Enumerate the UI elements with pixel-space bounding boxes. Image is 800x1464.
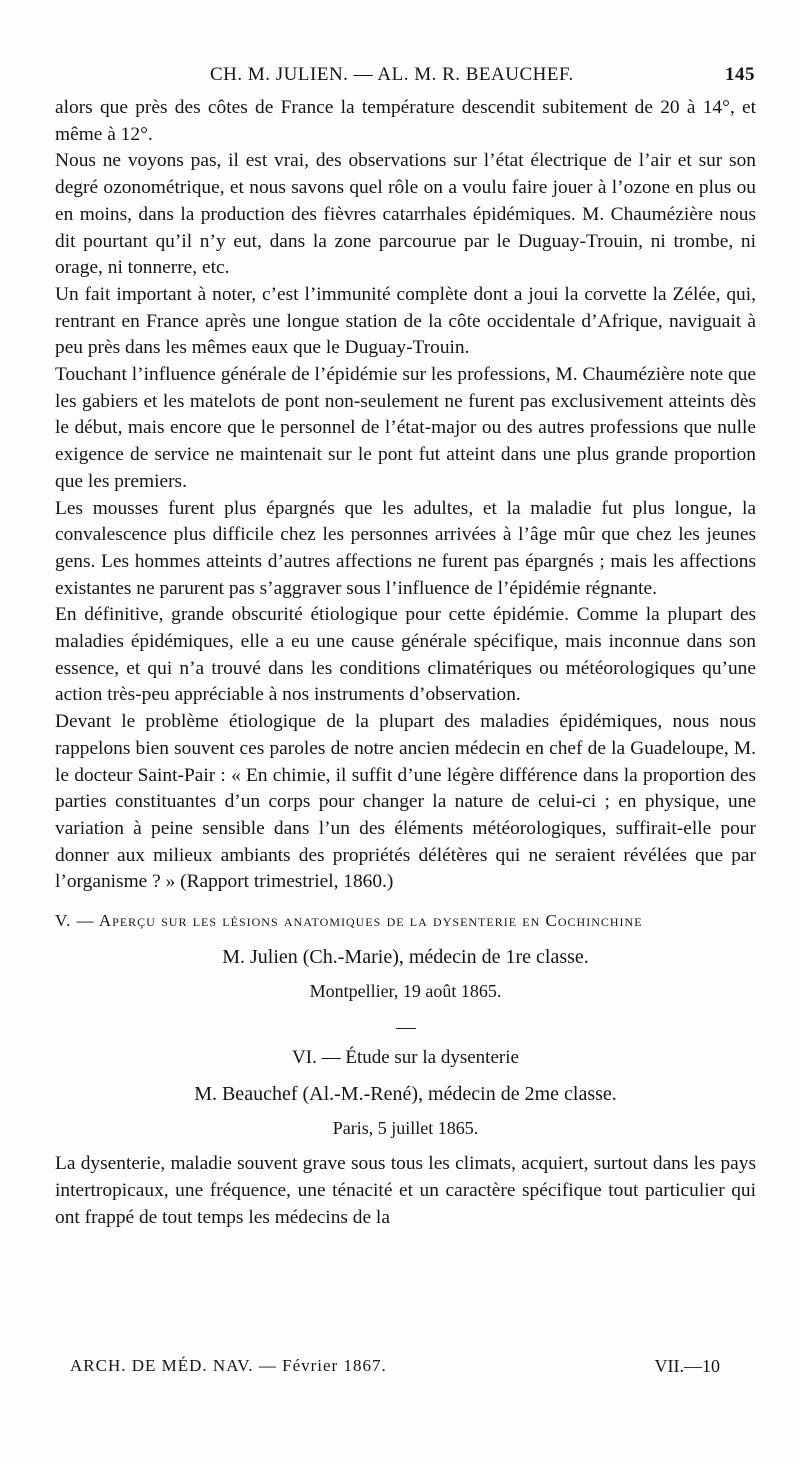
section-5-place-date: Montpellier, 19 août 1865. (309, 981, 502, 1002)
running-header (210, 64, 755, 86)
page-number: 145 (725, 64, 755, 85)
section-5-heading: V. — Aperçu sur les lésions anatomiques de la dysenterie en Cochinchine (55, 911, 643, 931)
section-6-heading: VI. — Étude sur la dysenterie (292, 1047, 519, 1069)
section-6-author: M. Beauchef (Al.-M.-René), médecin de 2me classe. (194, 1083, 617, 1106)
paragraph: Touchant l’influence générale de l’épidémie sur les professions, M. Chaumézière note que les gabiers et les matelots de pont non-seulement ne furent pas exclusivement atteints dès le début, mais encore que le personnel de l’état-major ou des autres professions que nulle exigence de service ne maintenait sur le pont fut atteint dans une plus grande proportion que les premiers. (55, 364, 756, 492)
paragraph: La dysenterie, maladie souvent grave sous tous les climats, acquiert, surtout dans les pays intertropicaux, une fréquence, une ténacité et un caractère spécifique tout particulier qui ont frappé de tout temps les médecins de la (55, 1153, 756, 1228)
section-5-author: M. Julien (Ch.-Marie), médecin de 1re classe. (222, 946, 589, 969)
paragraph: Un fait important à noter, c’est l’immunité complète dont a joui la corvette la Zélée, qui, rentrant en France après une longue station de la côte occidentale d’Afrique, naviguait à peu près dans les mêmes eaux que le Duguay-Trouin. (55, 283, 756, 359)
section-6-place-date: Paris, 5 juillet 1865. (332, 1118, 479, 1139)
paragraph: Devant le problème étiologique de la plupart des maladies épidémiques, nous nous rappelons bien souvent ces paroles de notre ancien médecin en chef de la Guadeloupe, M. le docteur Saint-Pair : « En chimie, il suffit d’une légère différence dans la proportion des parties constituantes d’un corps pour changer la nature de celui-ci ; en physique, une variation à peine sensible dans l’un des éléments météorologiques, suffirait-elle pour donner aux milieux ambiants des propriétés délétères qui ne seraient révélées que par l’organisme ? » (Rapport trimestriel, 1860.) (55, 711, 756, 893)
page-footer (70, 1356, 720, 1377)
footer-journal: ARCH. DE MÉD. NAV. — Février 1867. (70, 1356, 387, 1375)
footer-signature: VII.—10 (654, 1356, 720, 1376)
running-title: CH. M. JULIEN. — AL. M. R. BEAUCHEF. (210, 64, 574, 85)
paragraph: Nous ne voyons pas, il est vrai, des observations sur l’état électrique de l’air et sur son degré ozonométrique, et nous savons quel rôle on a voulu faire jouer à l’ozone en plus ou en moins, dans la production des fièvres catarrhales épidémiques. M. Chaumézière nous dit pourtant qu’il n’y eut, dans la zone parcourue par le Duguay-Trouin, ni trombe, ni orage, ni tonnerre, etc. (55, 150, 756, 279)
paragraph: Les mousses furent plus épargnés que les adultes, et la maladie fut plus longue, la convalescence plus difficile chez les personnes arrivées à l’âge mûr que chez les jeunes gens. Les hommes atteints d’autres affections ne furent pas épargnés ; mais les affections existantes ne parurent pas s’aggraver sous l’influence de l’épidémie régnante. (55, 497, 756, 599)
paragraph: alors que près des côtes de France la température descendit subitement de 20 à 14°, et même à 12°. (55, 97, 756, 145)
body-text (55, 95, 756, 1231)
paragraph: En définitive, grande obscurité étiologique pour cette épidémie. Comme la plupart des maladies épidémiques, elle a eu une cause générale spécifique, mais inconnue dans son essence, et qui n’a trouvé dans les conditions climatériques ou météorologiques qu’une action très-peu appréciable à nos instruments d’observation. (55, 604, 756, 706)
